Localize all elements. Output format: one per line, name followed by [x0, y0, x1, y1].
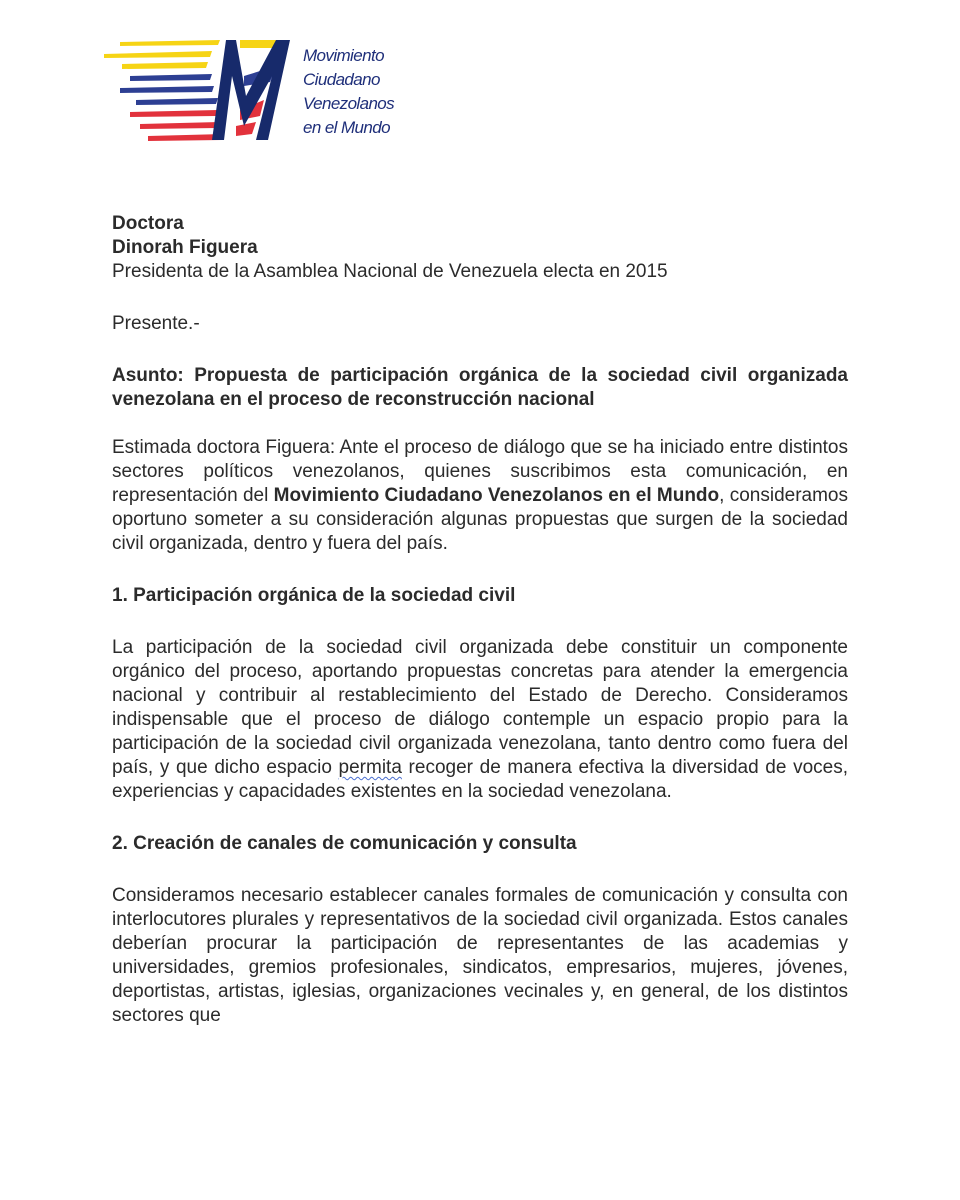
section-1-text-2: recoger de manera efectiva la diversidad de voces, experiencias y capacidades existentes en la sociedad venezolana.: [112, 757, 848, 802]
intro-paragraph: [112, 436, 848, 556]
recipient-title: Doctora: [112, 213, 184, 234]
organization-logo: [100, 36, 400, 148]
intro-text-1: Estimada doctora Figuera: Ante el proceso de diálogo que se ha iniciado entre distintos sectores políticos venezolanos, quienes suscribimos esta comunicación, en representación del: [112, 437, 848, 506]
organization-name: Movimiento Ciudadano Venezolanos en el Mundo: [273, 485, 720, 506]
subject-line: Asunto: Propuesta de participación orgánica de la sociedad civil organizada venezolana en el proceso de reconstrucción nacional: [112, 365, 848, 410]
logo-line-4: en el Mundo: [303, 118, 390, 137]
logo-line-3: Venezolanos: [303, 94, 395, 113]
section-1-heading: 1. Participación orgánica de la sociedad civil: [112, 585, 516, 606]
logo-line-1: Movimiento: [303, 46, 384, 65]
logo-stripes-graphic: [100, 36, 300, 148]
section-1-paragraph: [112, 636, 848, 804]
section-2-heading: 2. Creación de canales de comunicación y consulta: [112, 833, 577, 854]
section-2-paragraph: Consideramos necesario establecer canales formales de comunicación y consulta con interlocutores plurales y representativos de la sociedad civil organizada. Estos canales deberían procurar la participación de representantes de las academias y universidades, gremios profesionales, sindicatos, empresarios, mujeres, jóvenes, deportistas, artistas, iglesias, organizaciones vecinales y, en general, de los distintos sectores que: [112, 885, 848, 1026]
section-1-text-1: La participación de la sociedad civil organizada debe constituir un componente orgánico del proceso, aportando propuestas concretas para atender la emergencia nacional y contribuir al restablecimiento del Estado de Derecho. Consideramos indispensable que el proceso de diálogo contemple un espacio propio para la participación de la sociedad civil organizada venezolana, tanto dentro como fuera del país, y que dicho espacio: [112, 637, 848, 778]
recipient-name: Dinorah Figuera: [112, 237, 258, 258]
recipient-position: Presidenta de la Asamblea Nacional de Venezuela electa en 2015: [112, 261, 668, 282]
logo-wordmark: [303, 44, 394, 140]
presente-line: Presente.-: [112, 313, 200, 334]
letter-body: [112, 212, 848, 1028]
intro-text-2: , consideramos oportuno someter a su consideración algunas propuestas que surgen de la sociedad civil organizada, dentro y fuera del país.: [112, 485, 848, 554]
logo-line-2: Ciudadano: [303, 70, 380, 89]
spellcheck-marked-word: permita: [338, 757, 402, 778]
